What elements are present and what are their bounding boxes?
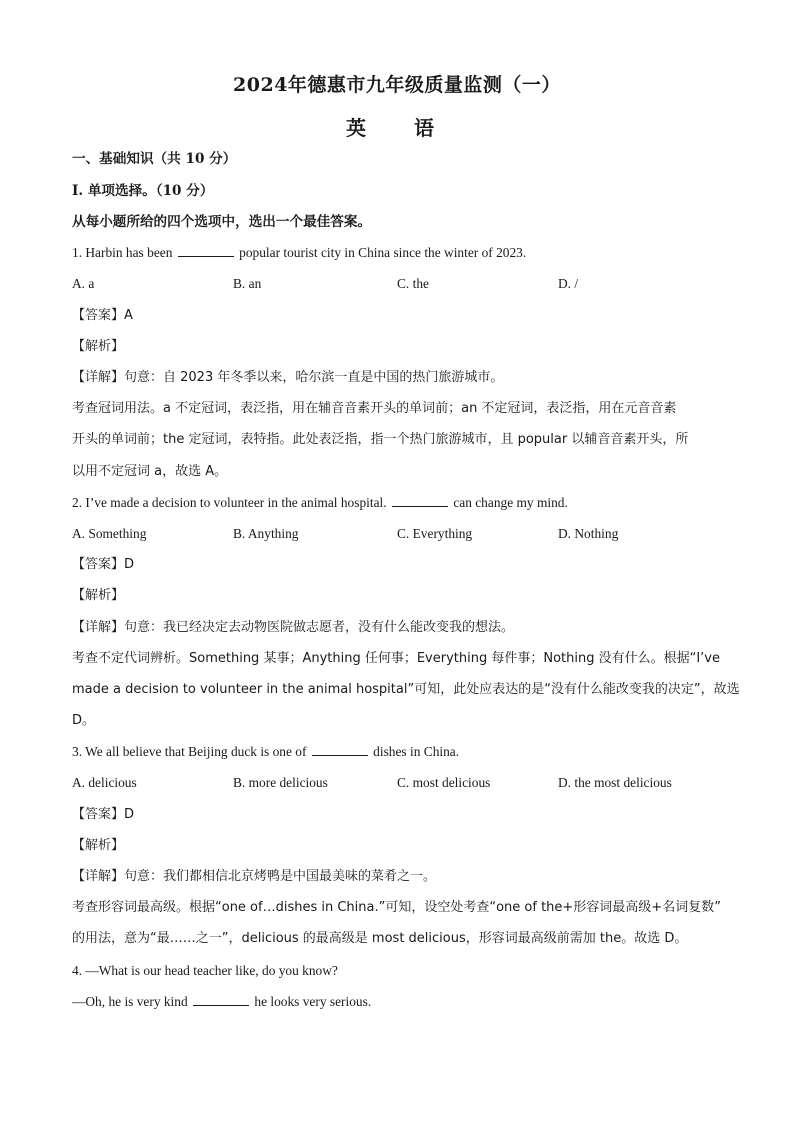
instruction-text: 从每小题所给的四个选项中，选出一个最佳答案。 <box>72 214 372 230</box>
q1-answer: 【答案】A <box>72 308 133 323</box>
q3-option-d: D. the most delicious <box>558 775 672 790</box>
answer-blank <box>193 993 249 1006</box>
q1-option-c: C. the <box>397 276 429 291</box>
q2-explain-line-3: D。 <box>72 713 96 728</box>
q1-analysis-label: 【解析】 <box>72 339 125 354</box>
q1-explain-line-1: 考查冠词用法。a 不定冠词，表泛指，用在辅音音素开头的单词前；an 不定冠词，表泛指，用在元音音素 <box>72 401 677 416</box>
q3-detail: 【详解】句意：我们都相信北京烤鸭是中国最美味的菜肴之一。 <box>72 869 437 884</box>
q2-option-b: B. Anything <box>233 526 299 541</box>
q2-detail: 【详解】句意：我已经决定去动物医院做志愿者，没有什么能改变我的想法。 <box>72 620 515 635</box>
document-title: 2024年德惠市九年级质量监测（一） <box>233 74 561 96</box>
answer-blank <box>312 743 368 756</box>
question-4-line-2: —Oh, he is very kind he looks very serious. <box>72 994 372 1009</box>
answer-blank <box>178 244 234 257</box>
q3-explain-line-1: 考查形容词最高级。根据“one of…dishes in China.”可知，设空处考查“one of the+形容词最高级+名词复数” <box>72 900 721 915</box>
answer-blank <box>392 494 448 507</box>
q3-option-b: B. more delicious <box>233 775 328 790</box>
q2-option-c: C. Everything <box>397 526 473 541</box>
part-heading: I. 单项选择。（10 分） <box>72 183 214 199</box>
question-3-stem: 3. We all believe that Beijing duck is one of dishes in China. <box>72 744 460 759</box>
q3-explain-line-2: 的用法，意为“最……之一”，delicious 的最高级是 most delicious，形容词最高级前需加 the。故选 D。 <box>72 931 688 946</box>
q3-answer: 【答案】D <box>72 807 135 822</box>
q1-explain-line-3: 以用不定冠词 a，故选 A。 <box>72 464 228 479</box>
q1-detail: 【详解】句意：自 2023 年冬季以来，哈尔滨一直是中国的热门旅游城市。 <box>72 370 504 385</box>
q2-explain-line-2: made a decision to volunteer in the animal hospital”可知，此处应表达的是“没有什么能改变我的决定”，故选 <box>72 682 740 697</box>
q3-option-c: C. most delicious <box>397 775 491 790</box>
question-4-line-1: 4. —What is our head teacher like, do you know? <box>72 963 338 978</box>
question-1-stem: 1. Harbin has been popular tourist city in China since the winter of 2023. <box>72 245 527 260</box>
q1-option-d: D. / <box>558 276 579 291</box>
q1-explain-line-2: 开头的单词前；the 定冠词，表特指。此处表泛指，指一个热门旅游城市，且 popular 以辅音音素开头，所 <box>72 432 689 447</box>
section-heading: 一、基础知识（共 10 分） <box>72 151 237 167</box>
subject-heading: 英 语 <box>346 116 448 140</box>
q3-analysis-label: 【解析】 <box>72 838 125 853</box>
question-2-stem: 2. I’ve made a decision to volunteer in the animal hospital. can change my mind. <box>72 495 568 510</box>
q3-option-a: A. delicious <box>72 775 137 790</box>
q2-analysis-label: 【解析】 <box>72 588 125 603</box>
q2-option-a: A. Something <box>72 526 147 541</box>
q2-option-d: D. Nothing <box>558 526 619 541</box>
q2-answer: 【答案】D <box>72 557 135 572</box>
q1-option-a: A. a <box>72 276 95 291</box>
q1-option-b: B. an <box>233 276 262 291</box>
q2-explain-line-1: 考查不定代词辨析。Something 某事；Anything 任何事；Everything 每件事；Nothing 没有什么。根据“I’ve <box>72 651 720 666</box>
